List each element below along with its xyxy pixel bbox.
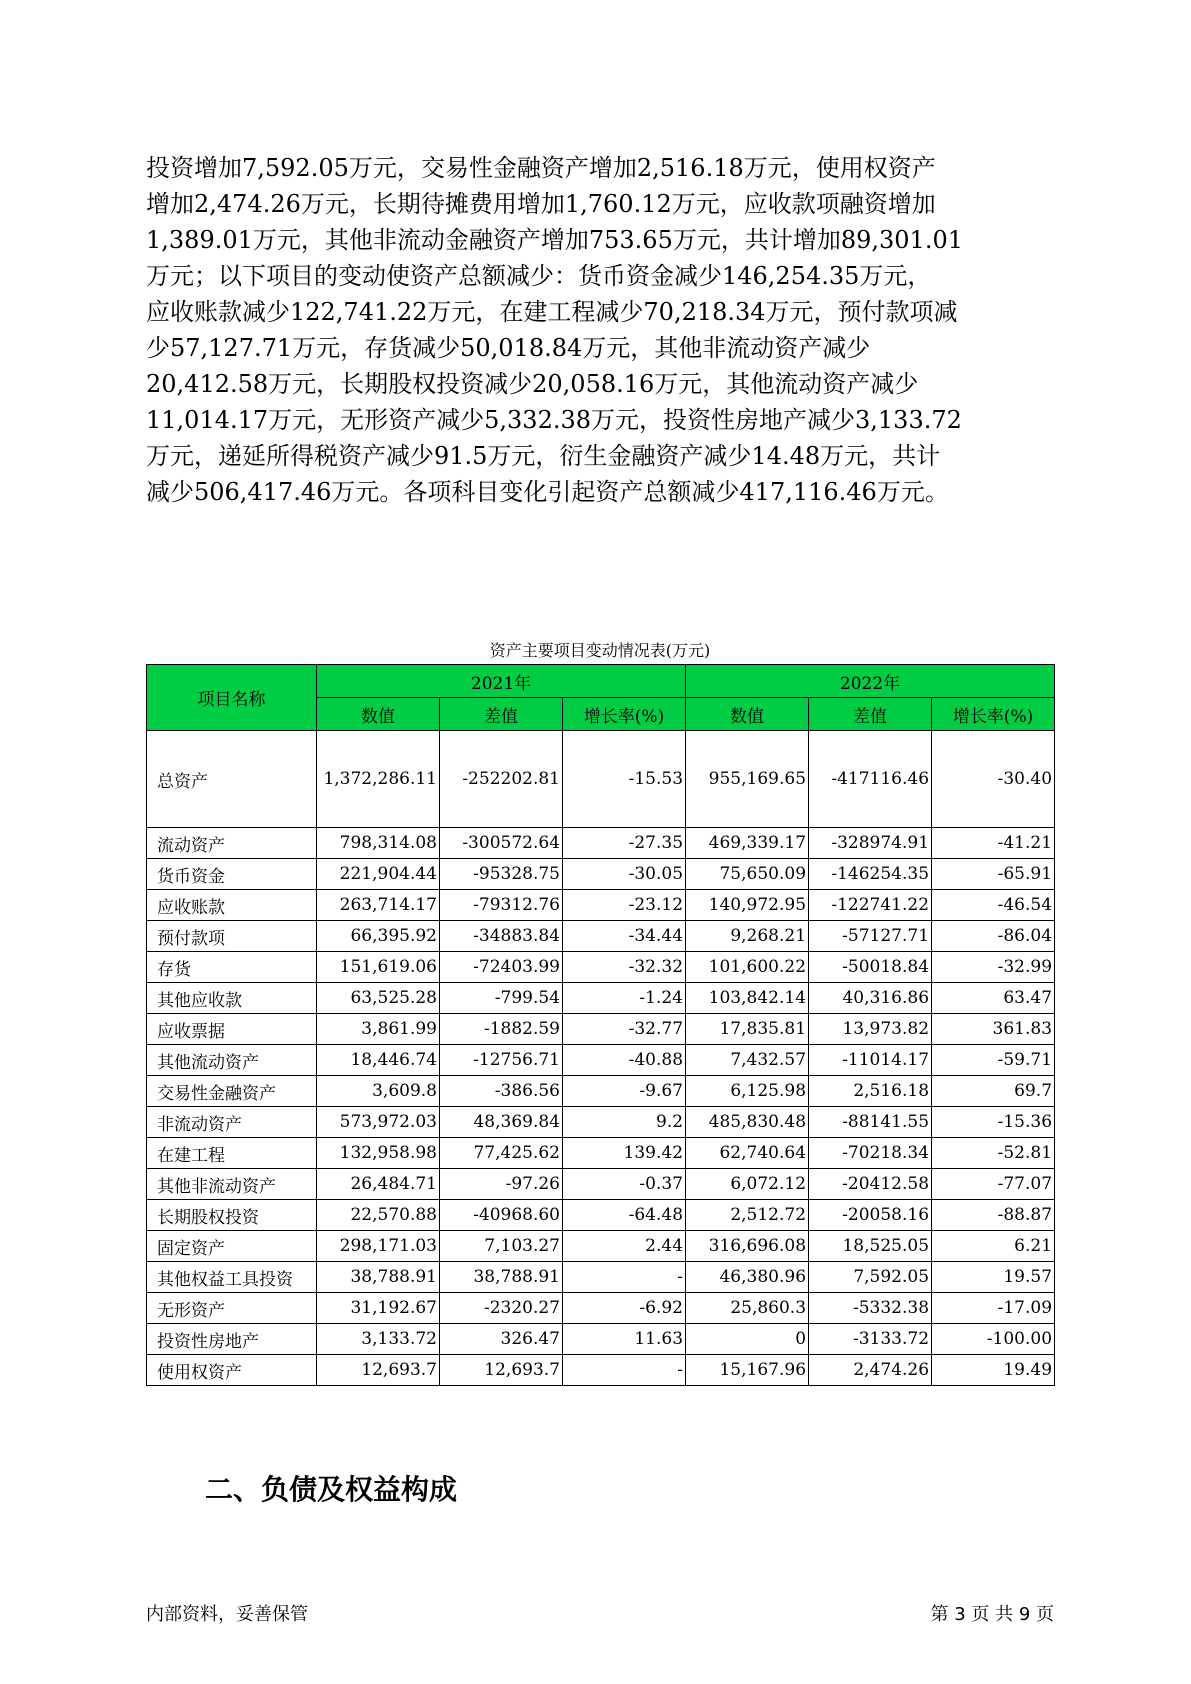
table-row (147, 828, 1055, 859)
row-cell-v1: 18,446.74 (317, 1045, 440, 1076)
row-cell-d2: -20058.16 (809, 1200, 932, 1231)
row-cell-r1: -15.53 (563, 731, 686, 828)
row-cell-d1: -72403.99 (440, 952, 563, 983)
paragraph-line: 增加2,474.26万元，长期待摊费用增加1,760.12万元，应收款项融资增加 (146, 190, 936, 218)
row-cell-v2: 140,972.95 (686, 890, 809, 921)
header-item-name: 项目名称 (147, 665, 317, 731)
asset-change-table (146, 664, 1055, 1386)
row-cell-r1: -40.88 (563, 1045, 686, 1076)
row-cell-r2: 19.57 (932, 1262, 1055, 1293)
header-growth: 增长率(%) (932, 698, 1055, 731)
row-cell-r2: 361.83 (932, 1014, 1055, 1045)
row-cell-r1: -27.35 (563, 828, 686, 859)
row-cell-d1: -1882.59 (440, 1014, 563, 1045)
table-caption: 资产主要项目变动情况表(万元) (489, 641, 711, 660)
row-item-name: 固定资产 (147, 1231, 317, 1262)
row-item-name: 长期股权投资 (147, 1200, 317, 1231)
row-cell-v1: 263,714.17 (317, 890, 440, 921)
row-cell-d2: -20412.58 (809, 1169, 932, 1200)
paragraph-line: 1,389.01万元，其他非流动金融资产增加753.65万元，共计增加89,301.01 (146, 226, 963, 254)
header-year-2021: 2021年 (317, 665, 686, 698)
table-row (147, 731, 1055, 828)
row-cell-r1: -34.44 (563, 921, 686, 952)
row-cell-r1: -23.12 (563, 890, 686, 921)
table-row (147, 983, 1055, 1014)
row-item-name: 非流动资产 (147, 1107, 317, 1138)
row-cell-r2: -65.91 (932, 859, 1055, 890)
row-cell-d2: -328974.91 (809, 828, 932, 859)
row-cell-d2: -122741.22 (809, 890, 932, 921)
row-cell-d2: 2,516.18 (809, 1076, 932, 1107)
row-cell-r1: 9.2 (563, 1107, 686, 1138)
paragraph-line: 11,014.17万元，无形资产减少5,332.38万元，投资性房地产减少3,133.72 (146, 406, 962, 434)
row-cell-d2: 40,316.86 (809, 983, 932, 1014)
row-cell-v1: 31,192.67 (317, 1293, 440, 1324)
row-cell-d2: -11014.17 (809, 1045, 932, 1076)
row-item-name: 使用权资产 (147, 1355, 317, 1386)
row-cell-r2: 63.47 (932, 983, 1055, 1014)
row-cell-r2: -41.21 (932, 828, 1055, 859)
row-cell-r1: -6.92 (563, 1293, 686, 1324)
row-cell-d2: 18,525.05 (809, 1231, 932, 1262)
row-cell-v1: 221,904.44 (317, 859, 440, 890)
table-row (147, 1076, 1055, 1107)
header-diff: 差值 (440, 698, 563, 731)
row-cell-r2: -77.07 (932, 1169, 1055, 1200)
row-cell-v2: 62,740.64 (686, 1138, 809, 1169)
row-cell-d1: -12756.71 (440, 1045, 563, 1076)
header-year-2022: 2022年 (686, 665, 1055, 698)
table-body (147, 731, 1055, 1386)
row-cell-v1: 798,314.08 (317, 828, 440, 859)
row-cell-d1: -40968.60 (440, 1200, 563, 1231)
row-cell-v2: 25,860.3 (686, 1293, 809, 1324)
row-cell-r1: 139.42 (563, 1138, 686, 1169)
row-cell-v1: 26,484.71 (317, 1169, 440, 1200)
row-item-name: 存货 (147, 952, 317, 983)
row-cell-d1: 12,693.7 (440, 1355, 563, 1386)
row-item-name: 其他应收款 (147, 983, 317, 1014)
row-cell-v2: 955,169.65 (686, 731, 809, 828)
row-cell-d2: -5332.38 (809, 1293, 932, 1324)
paragraph-line: 20,412.58万元，长期股权投资减少20,058.16万元，其他流动资产减少 (146, 370, 919, 398)
row-cell-v2: 6,072.12 (686, 1169, 809, 1200)
row-cell-v2: 15,167.96 (686, 1355, 809, 1386)
paragraph-line: 万元，递延所得税资产减少91.5万元，衍生金融资产减少14.48万元，共计 (146, 442, 941, 470)
table-row (147, 1200, 1055, 1231)
footer-confidential: 内部资料，妥善保管 (146, 1604, 308, 1625)
row-cell-v2: 46,380.96 (686, 1262, 809, 1293)
row-item-name: 应收票据 (147, 1014, 317, 1045)
row-item-name: 在建工程 (147, 1138, 317, 1169)
table-row (147, 1355, 1055, 1386)
row-cell-v2: 316,696.08 (686, 1231, 809, 1262)
row-item-name: 预付款项 (147, 921, 317, 952)
row-cell-r1: -32.77 (563, 1014, 686, 1045)
table-row (147, 1293, 1055, 1324)
row-cell-r1: - (563, 1355, 686, 1386)
row-cell-d1: 38,788.91 (440, 1262, 563, 1293)
paragraph-line: 投资增加7,592.05万元，交易性金融资产增加2,516.18万元，使用权资产 (146, 154, 936, 182)
header-value: 数值 (317, 698, 440, 731)
row-cell-v1: 3,861.99 (317, 1014, 440, 1045)
row-cell-v1: 12,693.7 (317, 1355, 440, 1386)
row-cell-r2: -15.36 (932, 1107, 1055, 1138)
table-row (147, 1014, 1055, 1045)
row-cell-v1: 298,171.03 (317, 1231, 440, 1262)
row-item-name: 无形资产 (147, 1293, 317, 1324)
paragraph-line: 万元；以下项目的变动使资产总额减少：货币资金减少146,254.35万元， (146, 262, 932, 290)
row-cell-d1: 48,369.84 (440, 1107, 563, 1138)
row-cell-r1: -0.37 (563, 1169, 686, 1200)
row-cell-d2: -417116.46 (809, 731, 932, 828)
row-cell-v1: 1,372,286.11 (317, 731, 440, 828)
row-item-name: 交易性金融资产 (147, 1076, 317, 1107)
row-item-name: 其他流动资产 (147, 1045, 317, 1076)
row-cell-v2: 6,125.98 (686, 1076, 809, 1107)
row-cell-d1: -79312.76 (440, 890, 563, 921)
row-cell-v1: 3,609.8 (317, 1076, 440, 1107)
row-cell-d2: -3133.72 (809, 1324, 932, 1355)
row-cell-d2: 13,973.82 (809, 1014, 932, 1045)
row-cell-r2: 6.21 (932, 1231, 1055, 1262)
row-cell-r2: -32.99 (932, 952, 1055, 983)
row-cell-d2: -88141.55 (809, 1107, 932, 1138)
row-cell-v1: 22,570.88 (317, 1200, 440, 1231)
row-cell-d1: -300572.64 (440, 828, 563, 859)
row-cell-r2: 19.49 (932, 1355, 1055, 1386)
row-cell-r2: -30.40 (932, 731, 1055, 828)
row-cell-v2: 17,835.81 (686, 1014, 809, 1045)
table-row (147, 890, 1055, 921)
row-cell-r1: -30.05 (563, 859, 686, 890)
row-cell-r1: -9.67 (563, 1076, 686, 1107)
row-cell-d1: 7,103.27 (440, 1231, 563, 1262)
row-cell-r2: -46.54 (932, 890, 1055, 921)
row-cell-d2: 7,592.05 (809, 1262, 932, 1293)
row-cell-d1: -2320.27 (440, 1293, 563, 1324)
table-row (147, 1045, 1055, 1076)
row-cell-r1: -1.24 (563, 983, 686, 1014)
row-cell-d1: 326.47 (440, 1324, 563, 1355)
row-cell-d1: -799.54 (440, 983, 563, 1014)
table-row (147, 1231, 1055, 1262)
row-item-name: 货币资金 (147, 859, 317, 890)
row-item-name: 投资性房地产 (147, 1324, 317, 1355)
row-cell-v2: 469,339.17 (686, 828, 809, 859)
header-diff: 差值 (809, 698, 932, 731)
row-cell-d2: -50018.84 (809, 952, 932, 983)
row-cell-v2: 9,268.21 (686, 921, 809, 952)
row-cell-d1: -34883.84 (440, 921, 563, 952)
row-cell-d1: -97.26 (440, 1169, 563, 1200)
row-cell-v1: 573,972.03 (317, 1107, 440, 1138)
row-cell-v2: 7,432.57 (686, 1045, 809, 1076)
row-cell-v1: 63,525.28 (317, 983, 440, 1014)
row-cell-d1: -386.56 (440, 1076, 563, 1107)
row-cell-v1: 132,958.98 (317, 1138, 440, 1169)
table-row (147, 1262, 1055, 1293)
row-item-name: 应收账款 (147, 890, 317, 921)
row-cell-d1: 77,425.62 (440, 1138, 563, 1169)
paragraph-line: 减少506,417.46万元。各项科目变化引起资产总额减少417,116.46万元。 (146, 478, 949, 506)
body-paragraph (146, 150, 1056, 510)
paragraph-line: 少57,127.71万元，存货减少50,018.84万元，其他非流动资产减少 (146, 334, 871, 362)
row-cell-r2: -88.87 (932, 1200, 1055, 1231)
row-item-name: 其他非流动资产 (147, 1169, 317, 1200)
row-cell-r1: 2.44 (563, 1231, 686, 1262)
table-row (147, 1107, 1055, 1138)
row-cell-r2: -52.81 (932, 1138, 1055, 1169)
row-cell-v2: 103,842.14 (686, 983, 809, 1014)
row-cell-d1: -252202.81 (440, 731, 563, 828)
row-cell-v1: 3,133.72 (317, 1324, 440, 1355)
header-value: 数值 (686, 698, 809, 731)
table-row (147, 1138, 1055, 1169)
row-cell-v2: 485,830.48 (686, 1107, 809, 1138)
row-cell-d2: -146254.35 (809, 859, 932, 890)
table-row (147, 952, 1055, 983)
row-cell-v1: 151,619.06 (317, 952, 440, 983)
table-row (147, 921, 1055, 952)
table-row (147, 1169, 1055, 1200)
row-cell-v2: 2,512.72 (686, 1200, 809, 1231)
row-cell-v2: 101,600.22 (686, 952, 809, 983)
row-cell-d2: 2,474.26 (809, 1355, 932, 1386)
row-cell-r2: -59.71 (932, 1045, 1055, 1076)
row-item-name: 流动资产 (147, 828, 317, 859)
row-cell-r2: -100.00 (932, 1324, 1055, 1355)
table-row (147, 859, 1055, 890)
row-cell-v1: 66,395.92 (317, 921, 440, 952)
row-cell-r1: -32.32 (563, 952, 686, 983)
row-cell-r1: - (563, 1262, 686, 1293)
row-cell-r2: -17.09 (932, 1293, 1055, 1324)
row-cell-d2: -57127.71 (809, 921, 932, 952)
row-cell-v2: 0 (686, 1324, 809, 1355)
row-cell-v2: 75,650.09 (686, 859, 809, 890)
row-item-name: 其他权益工具投资 (147, 1262, 317, 1293)
paragraph-line: 应收账款减少122,741.22万元，在建工程减少70,218.34万元，预付款项减 (146, 298, 958, 326)
table-row (147, 1324, 1055, 1355)
row-cell-r2: 69.7 (932, 1076, 1055, 1107)
row-cell-v1: 38,788.91 (317, 1262, 440, 1293)
row-cell-r1: 11.63 (563, 1324, 686, 1355)
footer-page-number: 第 3 页 共 9 页 (930, 1604, 1054, 1625)
row-cell-r1: -64.48 (563, 1200, 686, 1231)
header-growth: 增长率(%) (563, 698, 686, 731)
row-cell-d2: -70218.34 (809, 1138, 932, 1169)
row-cell-r2: -86.04 (932, 921, 1055, 952)
section-heading: 二、负债及权益构成 (205, 1473, 458, 1506)
row-cell-d1: -95328.75 (440, 859, 563, 890)
row-item-name: 总资产 (147, 731, 317, 828)
